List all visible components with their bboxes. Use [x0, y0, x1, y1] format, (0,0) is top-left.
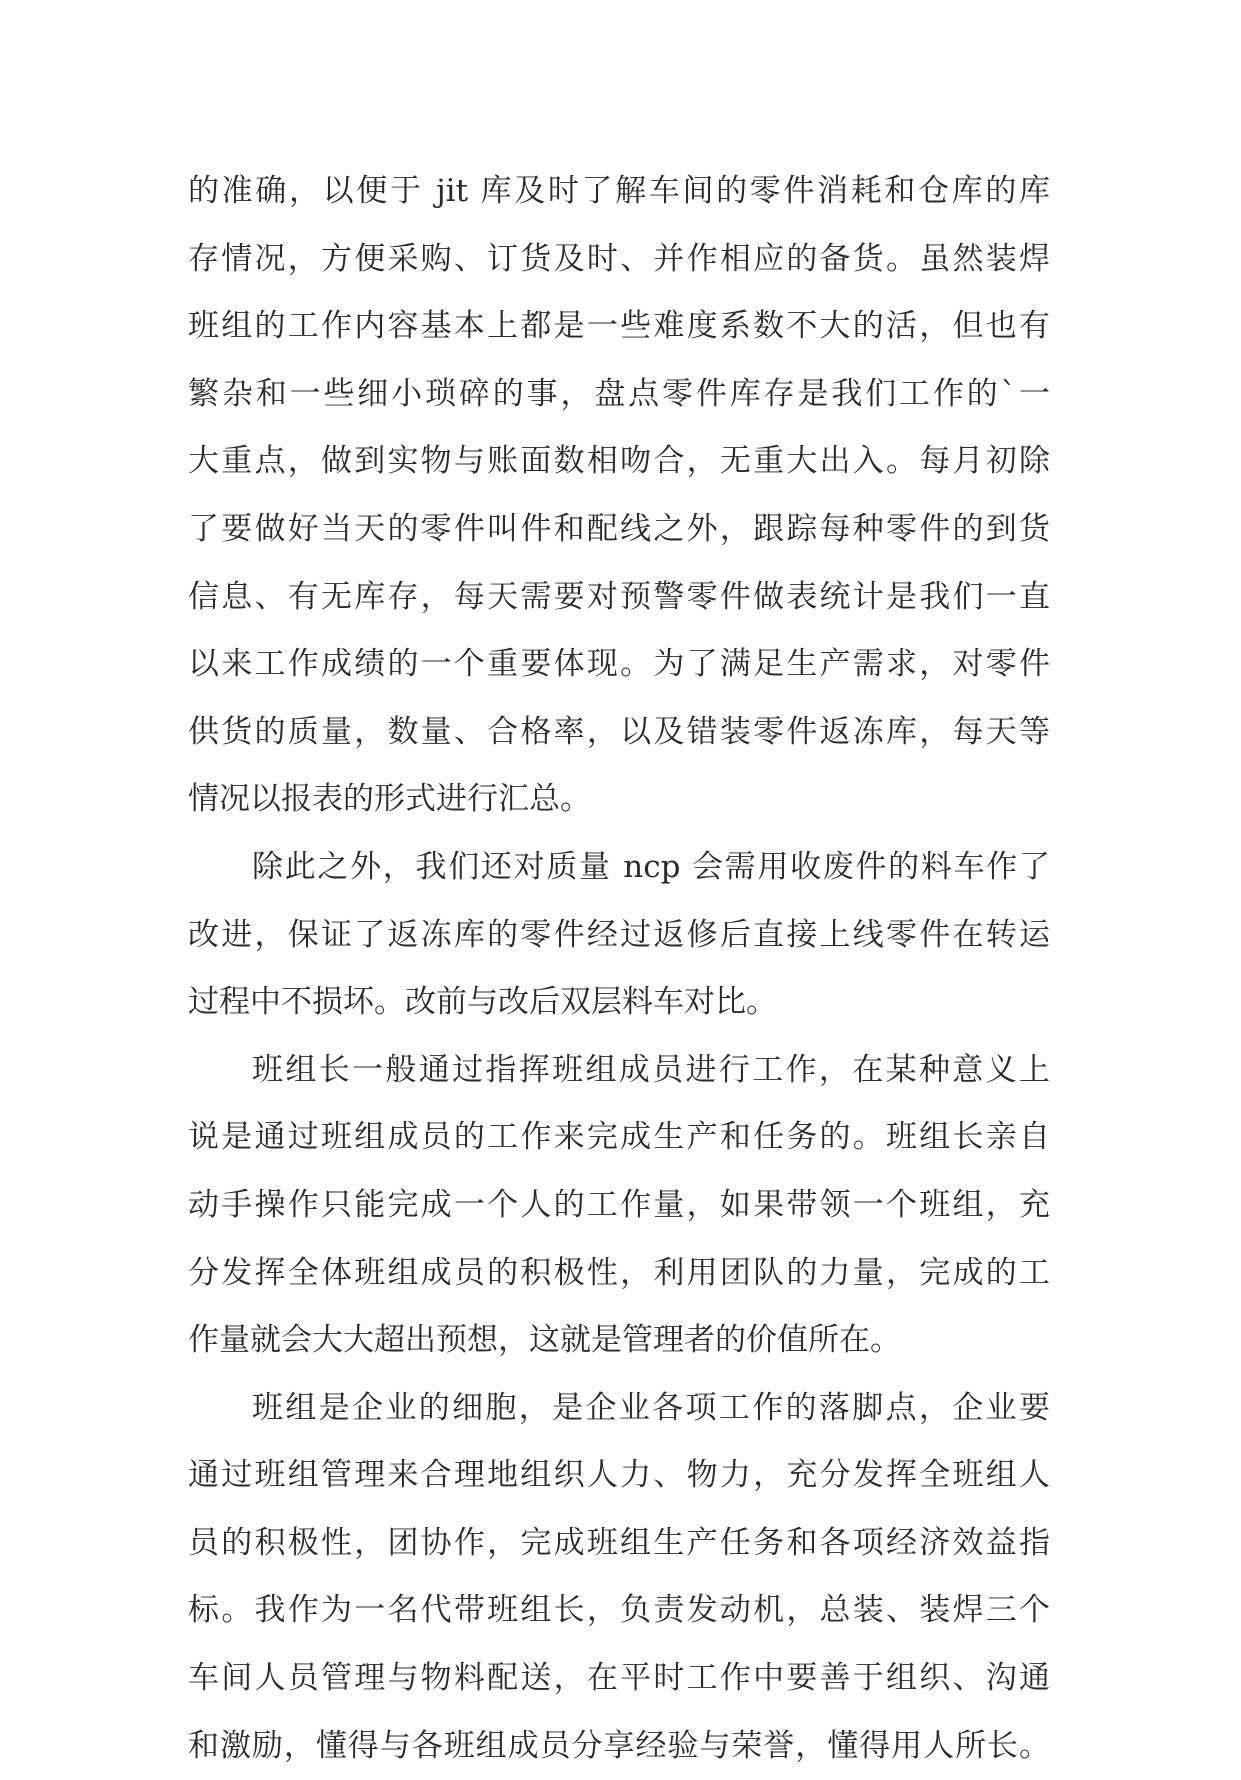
text-line: 的准确，以便于 jit 库及时了解车间的零件消耗和仓库的库 — [188, 173, 1050, 209]
text-line: 改进，保证了返冻库的零件经过返修后直接上线零件在转运 — [188, 916, 1050, 953]
text-line: 过程中不损坏。改前与改后双层料车对比。 — [188, 984, 777, 1021]
text-line: 和激励，懂得与各班组成员分享经验与荣誉，懂得用人所长。 — [188, 1727, 1050, 1764]
text-line: 存情况，方便采购、订货及时、并作相应的备货。虽然装焊 — [188, 240, 1050, 277]
text-line: 以来工作成绩的一个重要体现。为了满足生产需求，对零件 — [188, 646, 1050, 683]
text-line: 说是通过班组成员的工作来完成生产和任务的。班组长亲自 — [188, 1119, 1050, 1156]
text-line: 通过班组管理来合理地组织人力、物力，充分发挥全班组人 — [188, 1457, 1050, 1494]
text-line: 车间人员管理与物料配送，在平时工作中要善于组织、沟通 — [188, 1660, 1050, 1697]
paragraph-3 — [188, 1037, 1050, 1375]
text-line: 供货的质量，数量、合格率，以及错装零件返冻库，每天等 — [188, 713, 1050, 750]
paragraph-1 — [188, 158, 1050, 834]
text-line: 班组长一般通过指挥班组成员进行工作，在某种意义上 — [252, 1051, 1050, 1088]
text-line: 大重点，做到实物与账面数相吻合，无重大出入。每月初除 — [188, 443, 1050, 480]
text-line: 繁杂和一些细小琐碎的事，盘点零件库存是我们工作的`一 — [188, 375, 1050, 412]
paragraph-2 — [188, 834, 1050, 1037]
text-line: 作量就会大大超出预想，这就是管理者的价值所在。 — [188, 1322, 901, 1359]
text-line: 班组的工作内容基本上都是一些难度系数不大的活，但也有 — [188, 308, 1050, 345]
text-line: 标。我作为一名代带班组长，负责发动机，总装、装焊三个 — [188, 1592, 1050, 1629]
text-line: 情况以报表的形式进行汇总。 — [188, 781, 591, 818]
paragraph-4 — [188, 1375, 1050, 1780]
text-line: 分发挥全体班组成员的积极性，利用团队的力量，完成的工 — [188, 1254, 1050, 1291]
text-line: 员的积极性，团协作，完成班组生产任务和各项经济效益指 — [188, 1524, 1050, 1561]
body-text — [188, 158, 1050, 1780]
text-line: 信息、有无库存，每天需要对预警零件做表统计是我们一直 — [188, 578, 1050, 615]
text-line: 除此之外，我们还对质量 ncp 会需用收废件的料车作了 — [252, 848, 1050, 885]
text-line: 了要做好当天的零件叫件和配线之外，跟踪每种零件的到货 — [188, 510, 1050, 547]
text-line: 动手操作只能完成一个人的工作量，如果带领一个班组，充 — [188, 1186, 1050, 1223]
text-line: 班组是企业的细胞，是企业各项工作的落脚点，企业要 — [252, 1389, 1050, 1426]
